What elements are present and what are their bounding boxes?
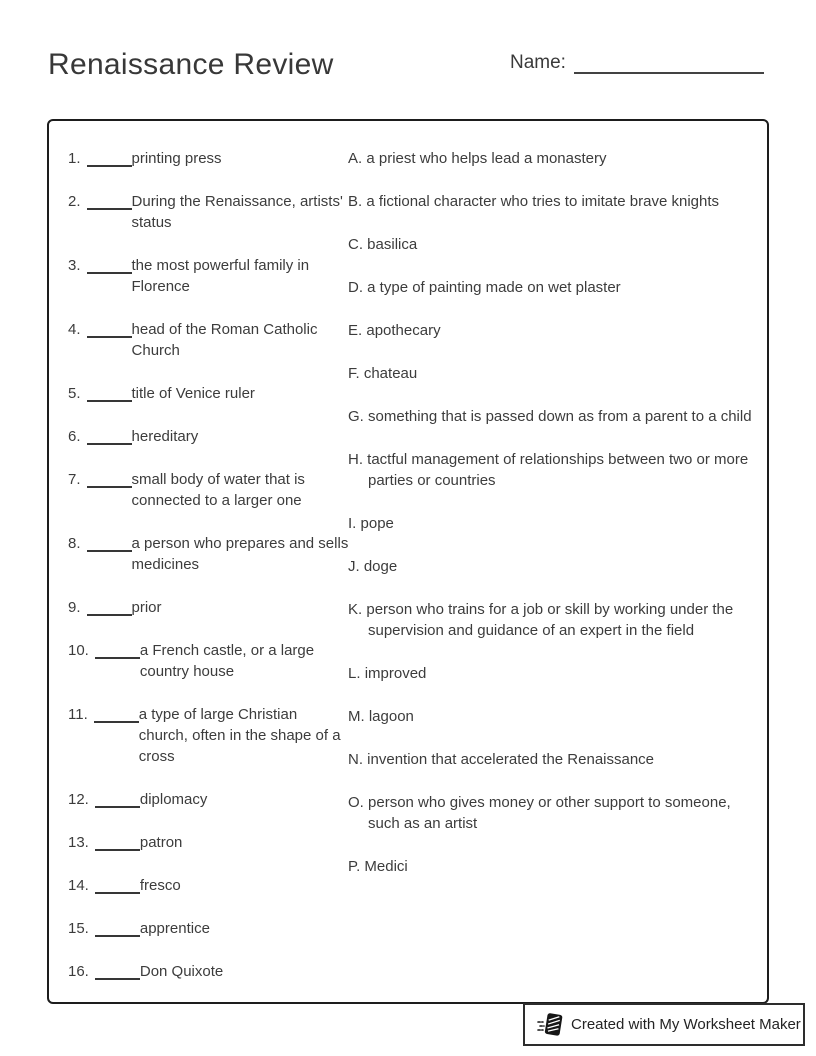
question-text: patron	[139, 834, 183, 851]
answer-row	[348, 599, 760, 641]
answer-blank	[87, 148, 132, 167]
question-row	[68, 961, 350, 982]
answer-row	[348, 148, 760, 169]
question-row	[68, 533, 350, 575]
question-text: During the Renaissance, artists' status	[131, 193, 343, 231]
question-row	[68, 319, 350, 361]
answer-letter: G.	[348, 408, 364, 425]
question-text: fresco	[139, 877, 181, 894]
answer-letter: M.	[348, 708, 365, 725]
question-number: 11.	[68, 706, 88, 723]
name-label: Name:	[510, 52, 566, 73]
answer-letter: C.	[348, 236, 363, 253]
question-number: 15.	[68, 920, 89, 937]
question-text: head of the Roman Catholic Church	[131, 321, 318, 359]
answer-text: person who trains for a job or skill by working under the supervision and guidance of an expert in the field	[366, 601, 734, 639]
question-text: title of Venice ruler	[131, 385, 255, 402]
question-text: printing press	[131, 150, 222, 167]
answer-blank	[95, 961, 140, 980]
question-row	[68, 426, 350, 447]
question-row	[68, 191, 350, 233]
question-number: 1.	[68, 150, 81, 167]
question-text: small body of water that is connected to a larger one	[131, 471, 305, 509]
question-number: 8.	[68, 535, 81, 552]
question-row	[68, 148, 350, 169]
answer-letter: B.	[348, 193, 363, 210]
question-number: 13.	[68, 834, 89, 851]
answer-text: a priest who helps lead a monastery	[366, 150, 607, 167]
question-text: a type of large Christian church, often in the shape of a cross	[138, 706, 341, 765]
question-text: diplomacy	[139, 791, 208, 808]
answer-row	[348, 792, 760, 834]
answer-blank	[87, 469, 132, 488]
answer-letter: D.	[348, 279, 363, 296]
answer-row	[348, 749, 760, 770]
answer-letter: F.	[348, 365, 360, 382]
answer-text: doge	[363, 558, 398, 575]
answer-blank	[95, 789, 140, 808]
answer-row	[348, 856, 760, 877]
question-text: a French castle, or a large country house	[139, 642, 315, 680]
answer-row	[348, 706, 760, 727]
question-number: 16.	[68, 963, 89, 980]
question-text: a person who prepares and sells medicines	[131, 535, 349, 573]
question-text: Don Quixote	[139, 963, 224, 980]
question-row	[68, 597, 350, 618]
answer-letter: N.	[348, 751, 363, 768]
questions-column	[68, 148, 350, 1004]
answer-blank	[95, 918, 140, 937]
question-row	[68, 789, 350, 810]
question-number: 2.	[68, 193, 81, 210]
question-row	[68, 383, 350, 404]
answer-row	[348, 234, 760, 255]
answer-text: invention that accelerated the Renaissance	[367, 751, 655, 768]
answer-text: something that is passed down as from a parent to a child	[368, 408, 752, 425]
credit-badge	[523, 1003, 805, 1046]
question-number: 7.	[68, 471, 81, 488]
answer-blank	[87, 597, 132, 616]
answer-letter: E.	[348, 322, 363, 339]
name-field	[510, 50, 764, 74]
question-text: the most powerful family in Florence	[131, 257, 310, 295]
question-row	[68, 469, 350, 511]
answer-letter: O.	[348, 794, 364, 811]
answers-column	[348, 148, 760, 899]
matching-box	[47, 119, 769, 1004]
question-number: 9.	[68, 599, 81, 616]
answer-letter: K.	[348, 601, 363, 618]
question-number: 3.	[68, 257, 81, 274]
question-row	[68, 255, 350, 297]
answer-text: a type of painting made on wet plaster	[367, 279, 621, 296]
question-number: 5.	[68, 385, 81, 402]
answer-blank	[95, 640, 140, 659]
question-number: 4.	[68, 321, 81, 338]
answer-blank	[87, 255, 132, 274]
answer-row	[348, 277, 760, 298]
name-blank-line	[574, 50, 764, 74]
question-text: hereditary	[131, 428, 199, 445]
answer-blank	[87, 426, 132, 445]
answer-text: Medici	[364, 858, 408, 875]
page-title: Renaissance Review	[48, 48, 334, 81]
answer-blank	[95, 832, 140, 851]
question-row	[68, 918, 350, 939]
answer-blank	[94, 704, 139, 723]
question-row	[68, 832, 350, 853]
question-number: 10.	[68, 642, 89, 659]
question-row	[68, 640, 350, 682]
question-row	[68, 875, 350, 896]
answer-text: improved	[364, 665, 427, 682]
question-number: 6.	[68, 428, 81, 445]
answer-text: chateau	[363, 365, 418, 382]
question-number: 14.	[68, 877, 89, 894]
answer-row	[348, 363, 760, 384]
answer-letter: L.	[348, 665, 361, 682]
answer-blank	[87, 383, 132, 402]
answer-letter: A.	[348, 150, 363, 167]
answer-text: person who gives money or other support to someone, such as an artist	[368, 794, 731, 832]
question-text: prior	[131, 599, 162, 616]
answer-letter: J.	[348, 558, 360, 575]
answer-row	[348, 663, 760, 684]
worksheet-maker-icon	[537, 1011, 563, 1039]
answer-row	[348, 406, 760, 427]
answer-blank	[87, 191, 132, 210]
answer-letter: I.	[348, 515, 357, 532]
answer-text: pope	[360, 515, 394, 532]
answer-blank	[87, 533, 132, 552]
credit-text: Created with My Worksheet Maker	[571, 1016, 801, 1033]
answer-blank	[95, 875, 140, 894]
question-number: 12.	[68, 791, 89, 808]
answer-row	[348, 513, 760, 534]
answer-text: basilica	[367, 236, 418, 253]
question-row	[68, 704, 350, 767]
answer-text: lagoon	[368, 708, 414, 725]
question-text: apprentice	[139, 920, 210, 937]
answer-row	[348, 320, 760, 341]
answer-text: a fictional character who tries to imitate brave knights	[366, 193, 720, 210]
answer-letter: P.	[348, 858, 361, 875]
answer-blank	[87, 319, 132, 338]
answer-row	[348, 556, 760, 577]
answer-text: apothecary	[366, 322, 441, 339]
answer-letter: H.	[348, 451, 363, 468]
answer-row	[348, 449, 760, 491]
answer-text: tactful management of relationships between two or more parties or countries	[367, 451, 749, 489]
answer-row	[348, 191, 760, 212]
